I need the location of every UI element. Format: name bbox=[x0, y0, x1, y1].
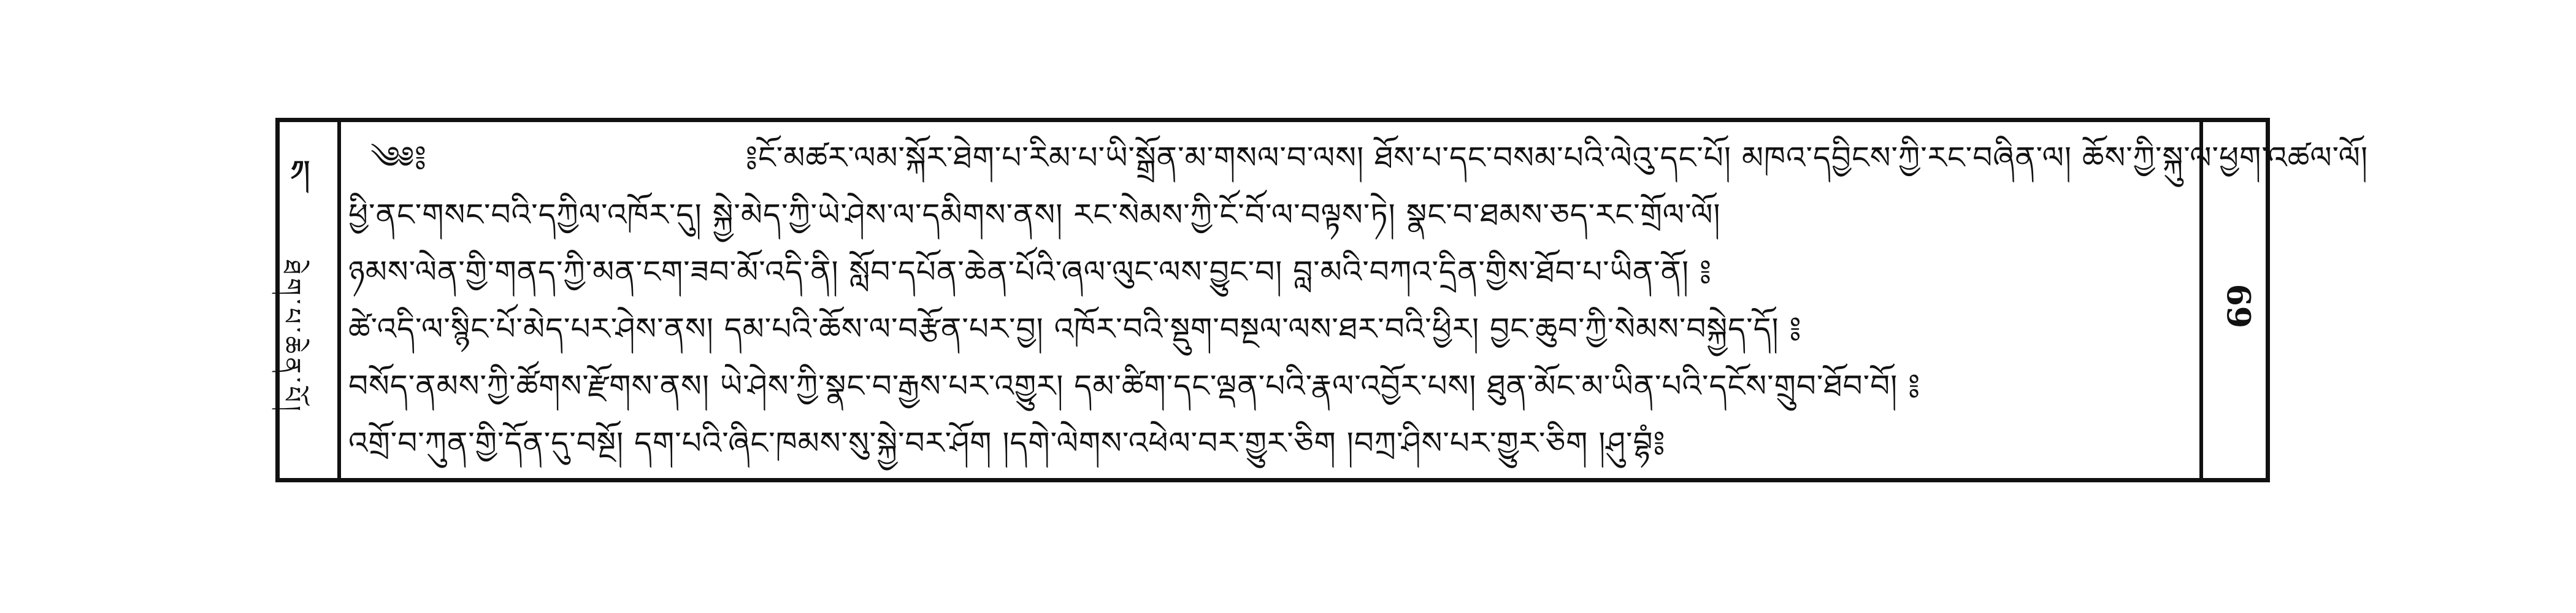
text-line: ཉམས་ལེན་གྱི་གནད་ཀྱི་མན་ངག་ཟབ་མོ་འདི་ནི། སློབ་དཔོན་ཆེན་པོའི་ཞལ་ལུང་ལས་བྱུང་བ། བླ་མའི་བཀའ་དྲིན་གྱིས་ཐོབ་པ་ཡིན་ནོ། ༔ bbox=[348, 254, 1712, 290]
text-line: འགྲོ་བ་ཀུན་གྱི་དོན་དུ་བསྔོ། དག་པའི་ཞིང་ཁམས་སུ་སྐྱེ་བར་ཤོག །དགེ་ལེགས་འཕེལ་བར་གྱུར་ཅིག །བཀྲ་ཤིས་པར་གྱུར་ཅིག །ཤུ་བྷཾ༔ bbox=[348, 425, 1666, 461]
text-line-content: ༔ངོ་མཚར་ལམ་སྐོར་ཐེག་པ་རིམ་པ་ཡི་སྒྲོན་མ་གསལ་བ་ལས། ཐོས་པ་དང་བསམ་པའི་ལེའུ་དང་པོ། མཁའ་དབྱིངས་ཀྱི་རང་བཞིན་ལ། ཆོས་ཀྱི་སྐུ་ལ་ཕྱག་འཚལ་ལོ། bbox=[745, 140, 2369, 175]
text-line: བསོད་ནམས་ཀྱི་ཚོགས་རྫོགས་ནས། ཡེ་ཤེས་ཀྱི་སྣང་བ་རྒྱས་པར་འགྱུར། དམ་ཚིག་དང་ལྡན་པའི་རྣལ་འབྱོར་པས། ཐུན་མོང་མ་ཡིན་པའི་དངོས་གྲུབ་ཐོབ་བོ། ༔ bbox=[348, 368, 1921, 404]
page-number: 69 bbox=[2221, 283, 2259, 329]
folio-frame bbox=[275, 118, 2369, 482]
left-margin bbox=[277, 122, 341, 478]
opening-mark: ༄༅༔ bbox=[370, 140, 427, 175]
margin-title: ཐེག་པ་ཆེན་པོ། bbox=[277, 259, 305, 415]
text-line: ཕྱི་ནང་གསང་བའི་དཀྱིལ་འཁོར་དུ། སྐྱེ་མེད་ཀྱི་ཡེ་ཤེས་ལ་དམིགས་ནས། རང་སེམས་ཀྱི་ངོ་བོ་ལ་བལྟས་ཏེ། སྣང་བ་ཐམས་ཅད་རང་གྲོལ་ལོ། bbox=[348, 197, 1721, 233]
text-line: ཚེ་འདི་ལ་སྙིང་པོ་མེད་པར་ཤེས་ནས། དམ་པའི་ཆོས་ལ་བརྩོན་པར་བྱ། འཁོར་བའི་སྡུག་བསྔལ་ལས་ཐར་བའི་ཕྱིར། བྱང་ཆུབ་ཀྱི་སེམས་བསྐྱེད་དོ། ༔ bbox=[348, 311, 1802, 347]
right-margin bbox=[2199, 122, 2266, 478]
folio-mark: ༡། bbox=[291, 155, 310, 187]
text-line bbox=[348, 129, 2369, 187]
